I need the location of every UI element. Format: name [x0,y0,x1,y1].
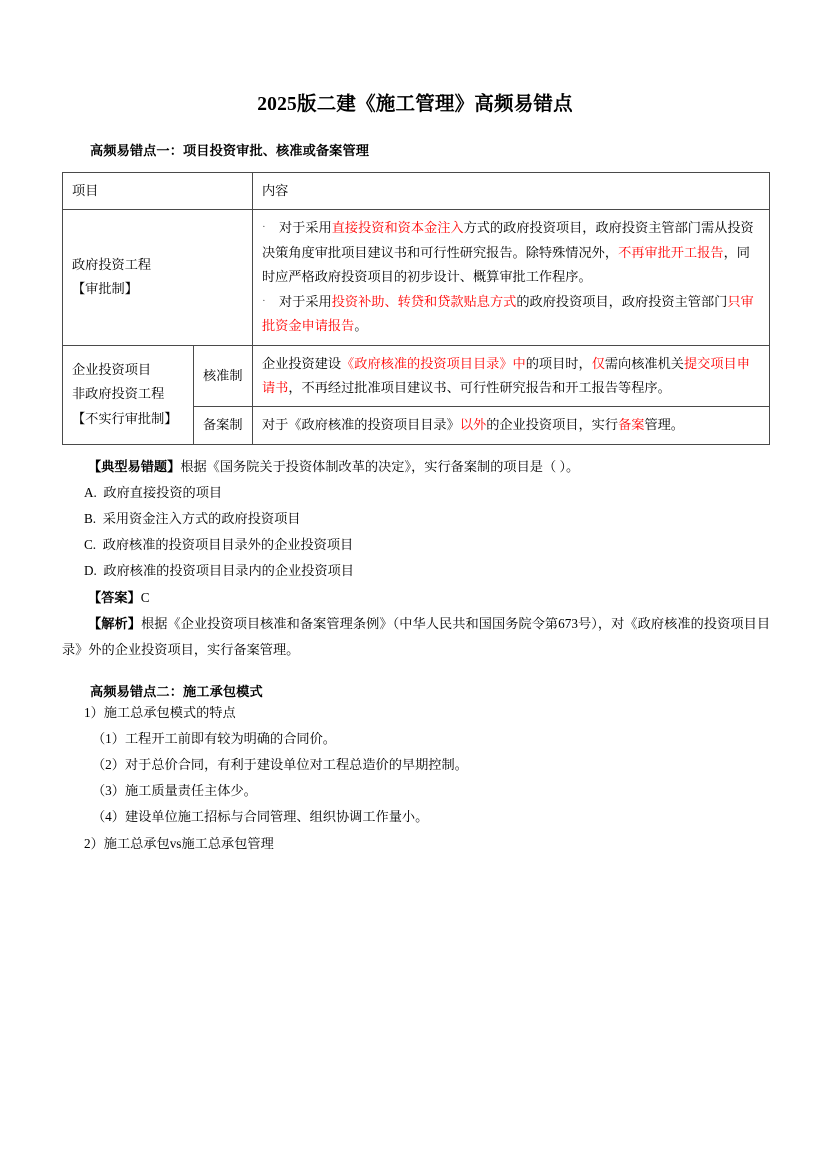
question-stem [0,454,830,480]
plain-text: 需向核准机关 [604,355,684,371]
question-option-c [0,532,830,558]
plain-text: ，不再经过批准项目建议书、可行性研究报告和开工报告等程序。 [288,379,671,395]
row-content-government-investment [253,210,770,345]
plain-text: 的政府投资项目，政府投资主管部门 [516,293,728,309]
section-heading-one: 高频易错点一：项目投资审批、核准或备案管理 [90,143,370,158]
row-label-line: 政府投资工程 [72,257,152,273]
row-label-enterprise-investment [63,345,194,444]
plain-text: 。 [354,318,368,334]
plain-text: 的项目时， [525,355,592,371]
analysis-line [0,611,830,663]
highlighted-text: 仅 [591,355,605,371]
section-spacer [0,663,830,681]
answer-value: C [140,589,150,605]
plain-text: 方式的政府投资项目，政府投资主管部门需从投资决策角度审批项目建议书和可行性研究报告。除特殊情况外， [262,220,754,260]
question-option-d [0,558,830,584]
subrow-label-approval-system: 核准制 [194,345,253,407]
subrow-label-filing-system: 备案制 [194,407,253,444]
plain-text: 管理。 [644,417,684,433]
row-label-line: 非政府投资工程 [72,386,165,402]
bullet-dot-icon: · [262,294,266,307]
bullet-text [262,220,754,284]
section-two-line: （2）对于总价合同，有利于建设单位对工程总造价的早期控制。 [92,757,468,773]
section-two-line: 2）施工总承包vs施工总承包管理 [84,835,274,851]
row-label-line: 企业投资项目 [72,362,152,378]
bullet-item [262,290,761,339]
row-label-government-investment [63,210,253,345]
section-heading-two: 高频易错点二：施工承包模式 [90,683,263,699]
plain-text: 对于《政府核准的投资项目目录》 [262,417,460,433]
highlighted-text: 只审批资金申请报告 [262,293,754,334]
option-letter: B. [84,511,97,527]
highlighted-text: 投资补助、转贷和贷款贴息方式 [331,293,517,309]
table-row [63,210,770,345]
option-text: 政府直接投资的项目 [103,484,223,500]
plain-text: 对于采用 [279,293,332,309]
plain-text: 的企业投资项目，实行 [486,417,619,433]
option-letter: C. [84,537,97,553]
answer-line [0,585,830,611]
option-text: 政府核准的投资项目目录外的企业投资项目 [102,537,354,553]
highlighted-text: 不再审批开工报告 [618,244,724,260]
table-row [63,345,770,407]
row-label-line: 【审批制】 [72,281,138,297]
plain-text: 企业投资建设 [262,355,342,371]
section-two-line: （4）建设单位施工招标与合同管理、组织协调工作量小。 [92,809,429,825]
section-two-line: （3）施工质量责任主体少。 [92,783,257,799]
table-header-item: 项目 [63,173,253,210]
plain-text: ，同时应严格政府投资项目的初步设计、概算审批工作程序。 [262,244,750,285]
question-option-b [0,506,830,532]
subrow-content-filing-system [253,407,770,444]
analysis-text: 根据《企业投资项目核准和备案管理条例》（中华人民共和国国务院令第673号），对《政府核准的投资项目目录》外的企业投资项目，实行备案管理。 [62,615,771,657]
bullet-item [262,216,761,289]
analysis-label: 【解析】 [88,615,141,631]
highlighted-text: 直接投资和资本金注入 [331,220,464,236]
option-letter: A. [84,484,97,500]
section-two-line: （1）工程开工前即有较为明确的合同价。 [92,731,336,747]
highlighted-text: 备案 [618,417,645,433]
section-two-line: 1）施工总承包模式的特点 [84,704,236,720]
bullet-text [262,294,754,333]
table-header-content: 内容 [253,173,770,210]
page-title: 2025版二建《施工管理》高频易错点 [257,94,573,115]
highlighted-text: 提交项目申请书 [262,355,750,395]
highlighted-text: 《政府核准的投资项目目录》中 [341,355,526,371]
bullet-dot-icon: · [262,221,266,234]
table-header-row [63,173,770,210]
row-label-line: 【不实行审批制】 [72,410,178,426]
question-option-a [0,480,830,506]
plain-text: 对于采用 [279,220,332,236]
option-text: 政府核准的投资项目目录内的企业投资项目 [103,563,354,579]
question-text: 根据《国务院关于投资体制改革的决定》，实行备案制的项目是（ ）。 [180,458,580,474]
question-label: 【典型易错题】 [88,458,181,474]
option-text: 采用资金注入方式的政府投资项目 [102,511,301,527]
subrow-content-approval-system [253,345,770,407]
investment-approval-table [62,172,770,445]
option-letter: D. [84,563,97,579]
highlighted-text: 以外 [459,417,487,433]
answer-label: 【答案】 [88,589,141,605]
